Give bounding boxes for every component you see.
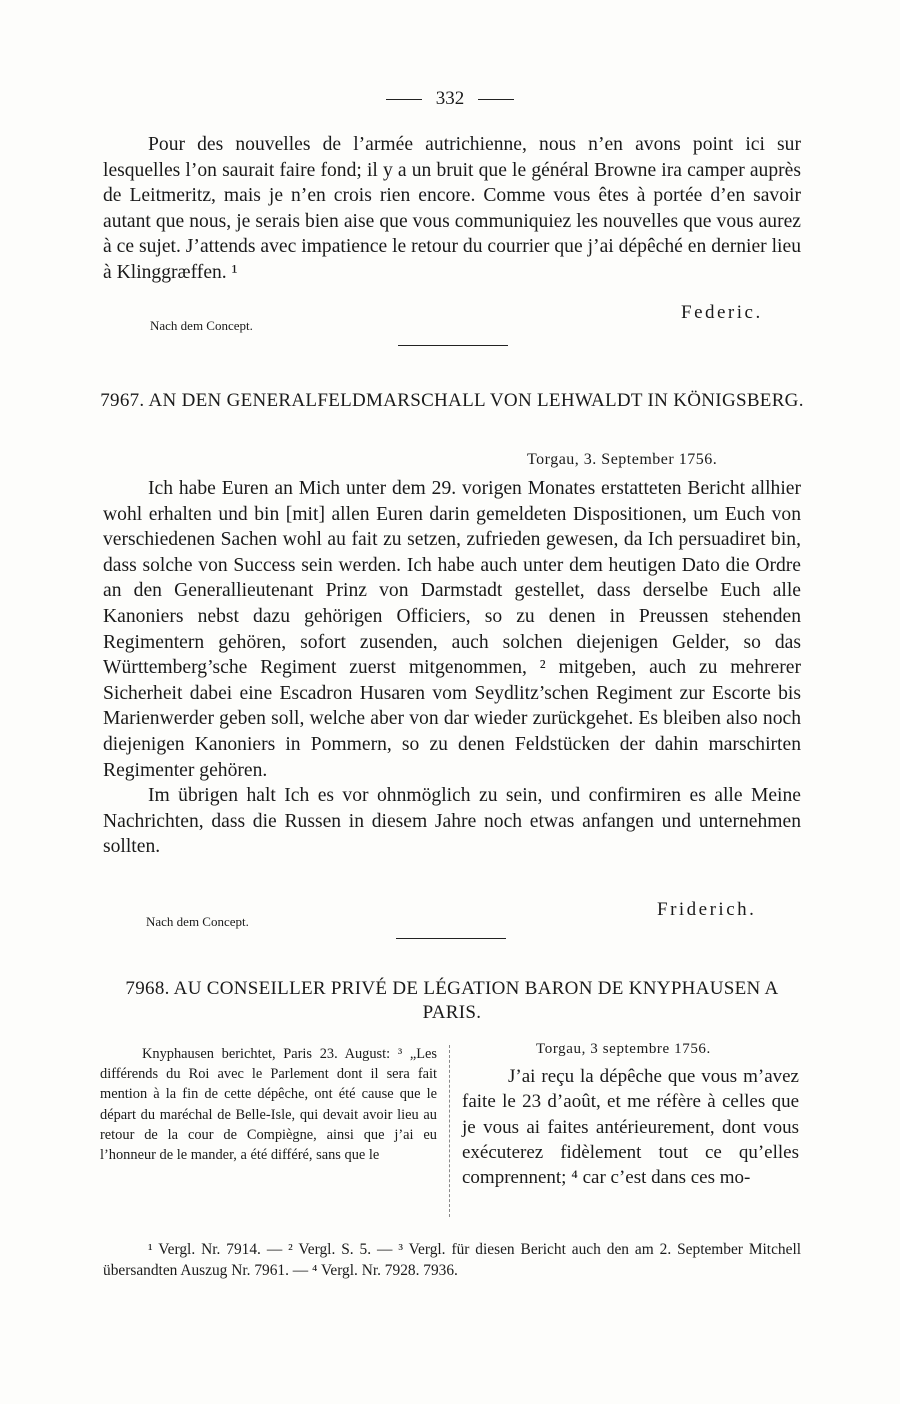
letter-7967-text bbox=[103, 476, 801, 860]
separator-rule-2 bbox=[396, 938, 506, 939]
knyphausen-report-column bbox=[100, 1044, 437, 1165]
header-dash-right bbox=[478, 99, 514, 100]
header-dash-left bbox=[386, 99, 422, 100]
reply-column bbox=[462, 1038, 799, 1190]
letter-7968-heading: 7968. AU CONSEILLER PRIVÉ DE LÉGATION BARON DE KNYPHAUSEN A PARIS. bbox=[125, 978, 779, 1023]
letter-7967-dateline: Torgau, 3. September 1756. bbox=[527, 451, 718, 468]
page-number: 332 bbox=[435, 88, 465, 109]
letter-7967-heading: 7967. AN DEN GENERALFELDMARSCHALL VON LEHWALDT IN KÖNIGSBERG. bbox=[100, 390, 804, 411]
signature-friderich: Friderich. bbox=[657, 899, 757, 920]
previous-letter-paragraph: Pour des nouvelles de l’armée autrichienne, nous n’en avons point ici sur lesquelles l’on saurait faire fond; il y a un bruit que le général Browne ira camper auprès de Leitmeritz, mais je n’en crois rien encore. Comme vous êtes à portée d’en savoir autant que nous, je serais bien aise que vous communiquiez les nouvelles que vous aurez à ce sujet. J’attends avec impatience le retour du courrier que j’ai dépêché en dernier lieu à Klinggræffen. ¹ bbox=[103, 134, 801, 283]
previous-letter-text bbox=[103, 132, 801, 286]
letter-7967-paragraph-2: Im übrigen halt Ich es vor ohnmöglich zu sein, und confirmiren es alle Meine Nachrichten, dass die Russen in diesem Jahre noch etwas anfangen und unternehmen sollten. bbox=[103, 785, 801, 858]
letter-7967-paragraph-1: Ich habe Euren an Mich unter dem 29. vorigen Monates erstatteten Bericht allhier wohl erhalten und bin [mit] allen Euren darin gemeldeten Dispositionen, um Euch von verschiedenen Sachen wohl au fait zu setzen, zufrieden gewesen, da Ich persuadiret bin, dass solche von Success sein werden. Ich habe auch unter dem heutigen Dato die Ordre an den Generallieutenant Prinz von Darmstadt gestellet, dass derselbe Euch alle Kanoniers nebst dazu gehörigen Officiers, so zu denen in Preussen stehenden Regimentern gehören, sofort zusenden, auch solchen diejenigen Gelder, so das Württemberg’sche Regiment zuerst mitgenommen, ² mitgeben, auch zu mehrerer Sicherheit dabei eine Escadron Husaren vom Seydlitz’schen Regiment zur Escorte bis Marienwerder geben soll, welche aber von dar wieder zurückgehet. Es bleiben also noch diejenigen Kanoniers in Pommern, so zu denen Feldstücken der dahin marschirten Regimenter gehören. bbox=[103, 478, 801, 781]
column-divider bbox=[449, 1045, 450, 1217]
separator-rule-1 bbox=[398, 345, 508, 346]
page-header bbox=[0, 88, 900, 110]
signature-federic: Federic. bbox=[681, 302, 763, 323]
source-note-7967: Nach dem Concept. bbox=[146, 914, 249, 929]
reply-text: J’ai reçu la dépêche que vous m’avez faite le 23 d’août, et me réfère à celles que je vous ai faites antérieurement, dont vous exécuterez fidèlement tout ce qu’elles comprennent; ⁴ car c’est dans ces mo- bbox=[462, 1066, 799, 1189]
letter-7968-dateline: Torgau, 3 septembre 1756. bbox=[536, 1041, 711, 1057]
source-note-previous: Nach dem Concept. bbox=[150, 318, 253, 333]
footnotes bbox=[103, 1239, 801, 1281]
footnotes-text: ¹ Vergl. Nr. 7914. — ² Vergl. S. 5. — ³ Vergl. für diesen Bericht auch den am 2. September Mitchell übersandten Auszug Nr. 7961. — ⁴ Vergl. Nr. 7928. 7936. bbox=[103, 1241, 801, 1279]
knyphausen-report-text: Knyphausen berichtet, Paris 23. August: ³ „Les différends du Roi avec le Parlement dont il sera fait mention à la fin de cette dépêche, ont été cause que le départ du maréchal de Belle-Isle, qui devait avoir lieu au retour de la cour de Compiègne, ainsi que j’ai eu l’honneur de le mander, a été différé, sans que le bbox=[100, 1046, 437, 1164]
